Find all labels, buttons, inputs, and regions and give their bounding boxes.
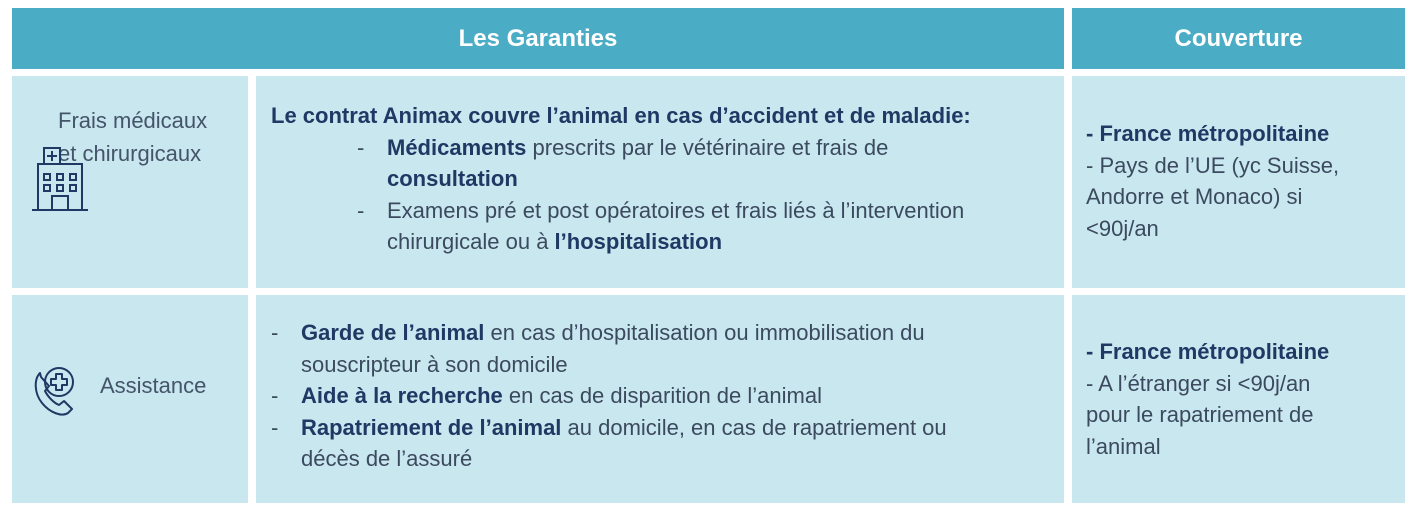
list-item [357, 195, 1061, 258]
list-item-text: en cas d’hospitalisation ou immobilisation du [484, 320, 925, 345]
list-item-text: décès de l’assuré [301, 446, 473, 471]
list-item-text: chirurgicale ou à [387, 229, 555, 254]
coverage-line: l’animal [1086, 433, 1161, 459]
list-dash: - [357, 134, 365, 160]
list-dash: - [271, 414, 279, 440]
row1-details-cell [256, 76, 1064, 288]
coverage-line: pour le rapatriement de [1086, 402, 1314, 427]
row2-category-cell [12, 295, 248, 503]
header-couverture-label: Couverture [1174, 24, 1303, 52]
category-label-line1: Frais médicaux [58, 108, 208, 133]
coverage-primary: - France métropolitaine [1086, 121, 1330, 146]
list-item [271, 380, 1061, 412]
list-item-bold: Garde de l’animal [301, 320, 485, 345]
header-couverture [1072, 8, 1405, 69]
list-item [271, 317, 1061, 380]
list-dash: - [271, 383, 279, 408]
coverage-line: <90j/an [1086, 215, 1159, 241]
row1-coverage-cell [1072, 76, 1405, 288]
list-item-text: souscripteur à son domicile [301, 351, 568, 377]
list-item-text: en cas de disparition de l’animal [502, 383, 822, 408]
list-item-text: au domicile, en cas de rapatriement ou [561, 414, 947, 440]
list-item-text: prescrits par le vétérinaire et frais de [526, 134, 889, 160]
list-item-bold-end: l’hospitalisation [554, 229, 723, 254]
list-item-bold: Médicaments [387, 134, 527, 160]
row1-category-cell [12, 76, 248, 288]
list-item [271, 412, 1061, 475]
list-item-bold: Rapatriement de l’animal [301, 414, 562, 440]
header-garanties-label: Les Garanties [458, 24, 618, 52]
list-item-bold-end: consultation [387, 166, 518, 191]
list-dash: - [357, 197, 365, 223]
coverage-line: - Pays de l’UE (yc Suisse, [1086, 152, 1340, 178]
list-item-bold: Aide à la recherche [301, 383, 503, 408]
row2-category-label: Assistance [100, 373, 207, 398]
list-dash: - [271, 320, 279, 345]
coverage-primary: - France métropolitaine [1086, 339, 1330, 364]
phone-medical-cross-icon [28, 359, 80, 419]
coverage-line: Andorre et Monaco) si [1086, 184, 1303, 209]
list-item-text: Examens pré et post opératoires et frais liés à l’intervention [387, 197, 965, 223]
header-garanties [12, 8, 1064, 69]
hospital-building-icon [30, 142, 90, 214]
list-item [357, 132, 1061, 195]
row2-coverage-cell [1072, 295, 1405, 503]
coverage-line: - A l’étranger si <90j/an [1086, 370, 1311, 396]
row2-details-cell [256, 295, 1064, 503]
row1-intro: Le contrat Animax couvre l’animal en cas d’accident et de maladie: [271, 103, 971, 128]
category-label-line2: et chirurgicaux [58, 141, 202, 166]
